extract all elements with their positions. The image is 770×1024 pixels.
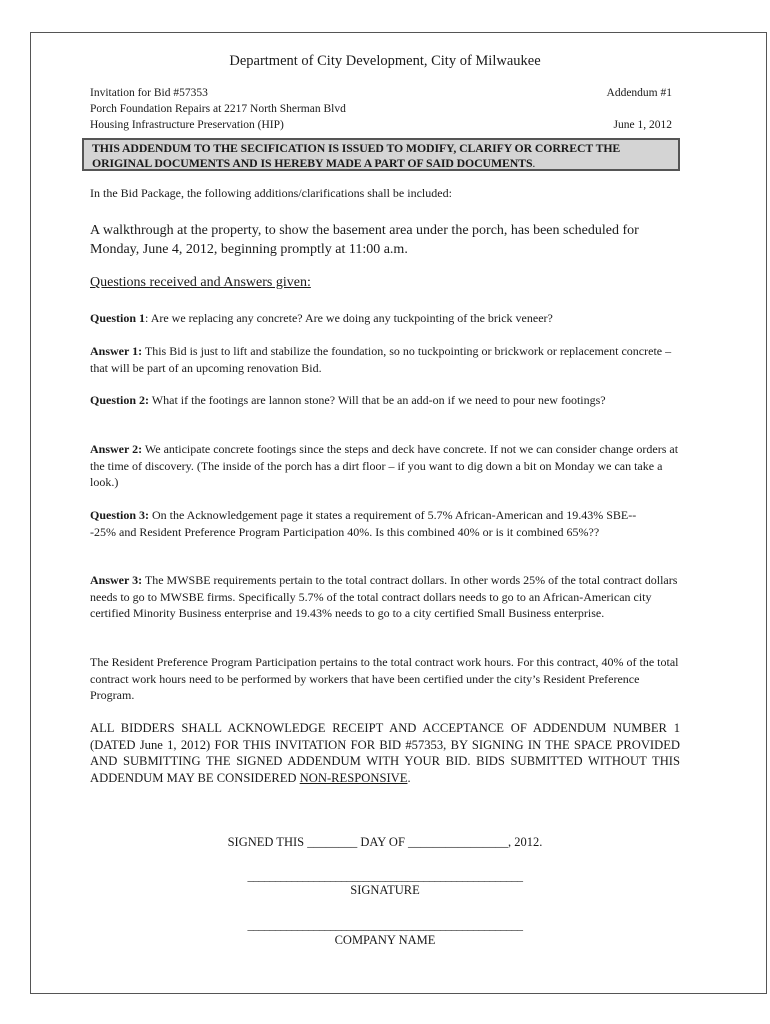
addendum-date: June 1, 2012 (613, 119, 672, 131)
acknowledgement-paragraph: ALL BIDDERS SHALL ACKNOWLEDGE RECEIPT AND ACCEPTANCE OF ADDENDUM NUMBER 1 (DATED June 1, 2012) FOR THIS INVITATION FOR BID #57353, BY SIGNING IN THE SPACE PROVIDED AND SUBMITTING THE SIGNED ADDENDUM WITH YOUR BID. BIDS SUBMITTED WITHOUT THIS ADDENDUM MAY BE CONSIDERED NON-RESPONSIVE. (90, 721, 680, 785)
project-name: Porch Foundation Repairs at 2217 North Sherman Blvd (90, 103, 346, 115)
non-responsive-emphasis: NON-RESPONSIVE (299, 770, 408, 785)
company-name-label: COMPANY NAME (334, 933, 436, 947)
intro-text: In the Bid Package, the following additions/clarifications shall be included: (90, 186, 452, 200)
document-title: Department of City Development, City of Milwaukee (229, 53, 541, 69)
walkthrough-notice: A walkthrough at the property, to show the basement area under the porch, has been scheduled for Monday, June 4, 2012, beginning promptly at 11:00 a.m. (90, 223, 639, 257)
signature-label: SIGNATURE (350, 883, 420, 897)
resident-preference-paragraph: The Resident Preference Program Participation pertains to the total contract work hours. For this contract, 40% of the total contract work hours need to be performed by workers that have been certified under the city’s Resident Preference Program. (90, 655, 679, 702)
answer-1: Answer 1: This Bid is just to lift and stabilize the foundation, so no tuckpointing or brickwork or replacement concrete – that will be part of an upcoming renovation Bid. (90, 344, 672, 375)
question-3: Question 3: On the Acknowledgement page it states a requirement of 5.7% African-American and 19.43% SBE---25% and Resident Preference Program Participation 40%. Is this combined 40% or is it combined 65%?? (90, 508, 637, 539)
notice-line-1: THIS ADDENDUM TO THE SECIFICATION IS ISSUED TO MODIFY, CLARIFY OR CORRECT THE (92, 141, 621, 155)
bid-number: Invitation for Bid #57353 (90, 87, 208, 99)
addendum-number: Addendum #1 (606, 87, 672, 99)
company-rule: __________________________________________________ (247, 918, 523, 932)
signed-date-line: SIGNED THIS ________ DAY OF ________________, 2012. (227, 835, 543, 849)
signature-rule: __________________________________________________ (247, 869, 523, 883)
answer-2: Answer 2: We anticipate concrete footings since the steps and deck have concrete. If not we can consider change orders at the time of discovery. (The inside of the porch has a dirt floor – if you want to dig down a bit on Monday we can take a look.) (90, 442, 679, 489)
qa-heading: Questions received and Answers given: (90, 275, 311, 290)
answer-3: Answer 3: The MWSBE requirements pertain to the total contract dollars. In other words 25% of the total contract dollars needs to go to MWSBE firms. Specifically 5.7% of the total contract dollars needs to go to an African-American city certified Minority Business enterprise and 19.43% needs to go to a city certified Small Business enterprise. (90, 573, 678, 620)
question-2: Question 2: What if the footings are lannon stone? Will that be an add-on if we need to pour new footings? (90, 393, 606, 407)
question-1: Question 1: Are we replacing any concrete? Are we doing any tuckpointing of the brick veneer? (90, 311, 553, 325)
addendum-notice-box (82, 138, 680, 171)
notice-line-2: ORIGINAL DOCUMENTS AND IS HEREBY MADE A PART OF SAID DOCUMENTS. (92, 156, 536, 170)
program-name: Housing Infrastructure Preservation (HIP) (90, 119, 284, 131)
